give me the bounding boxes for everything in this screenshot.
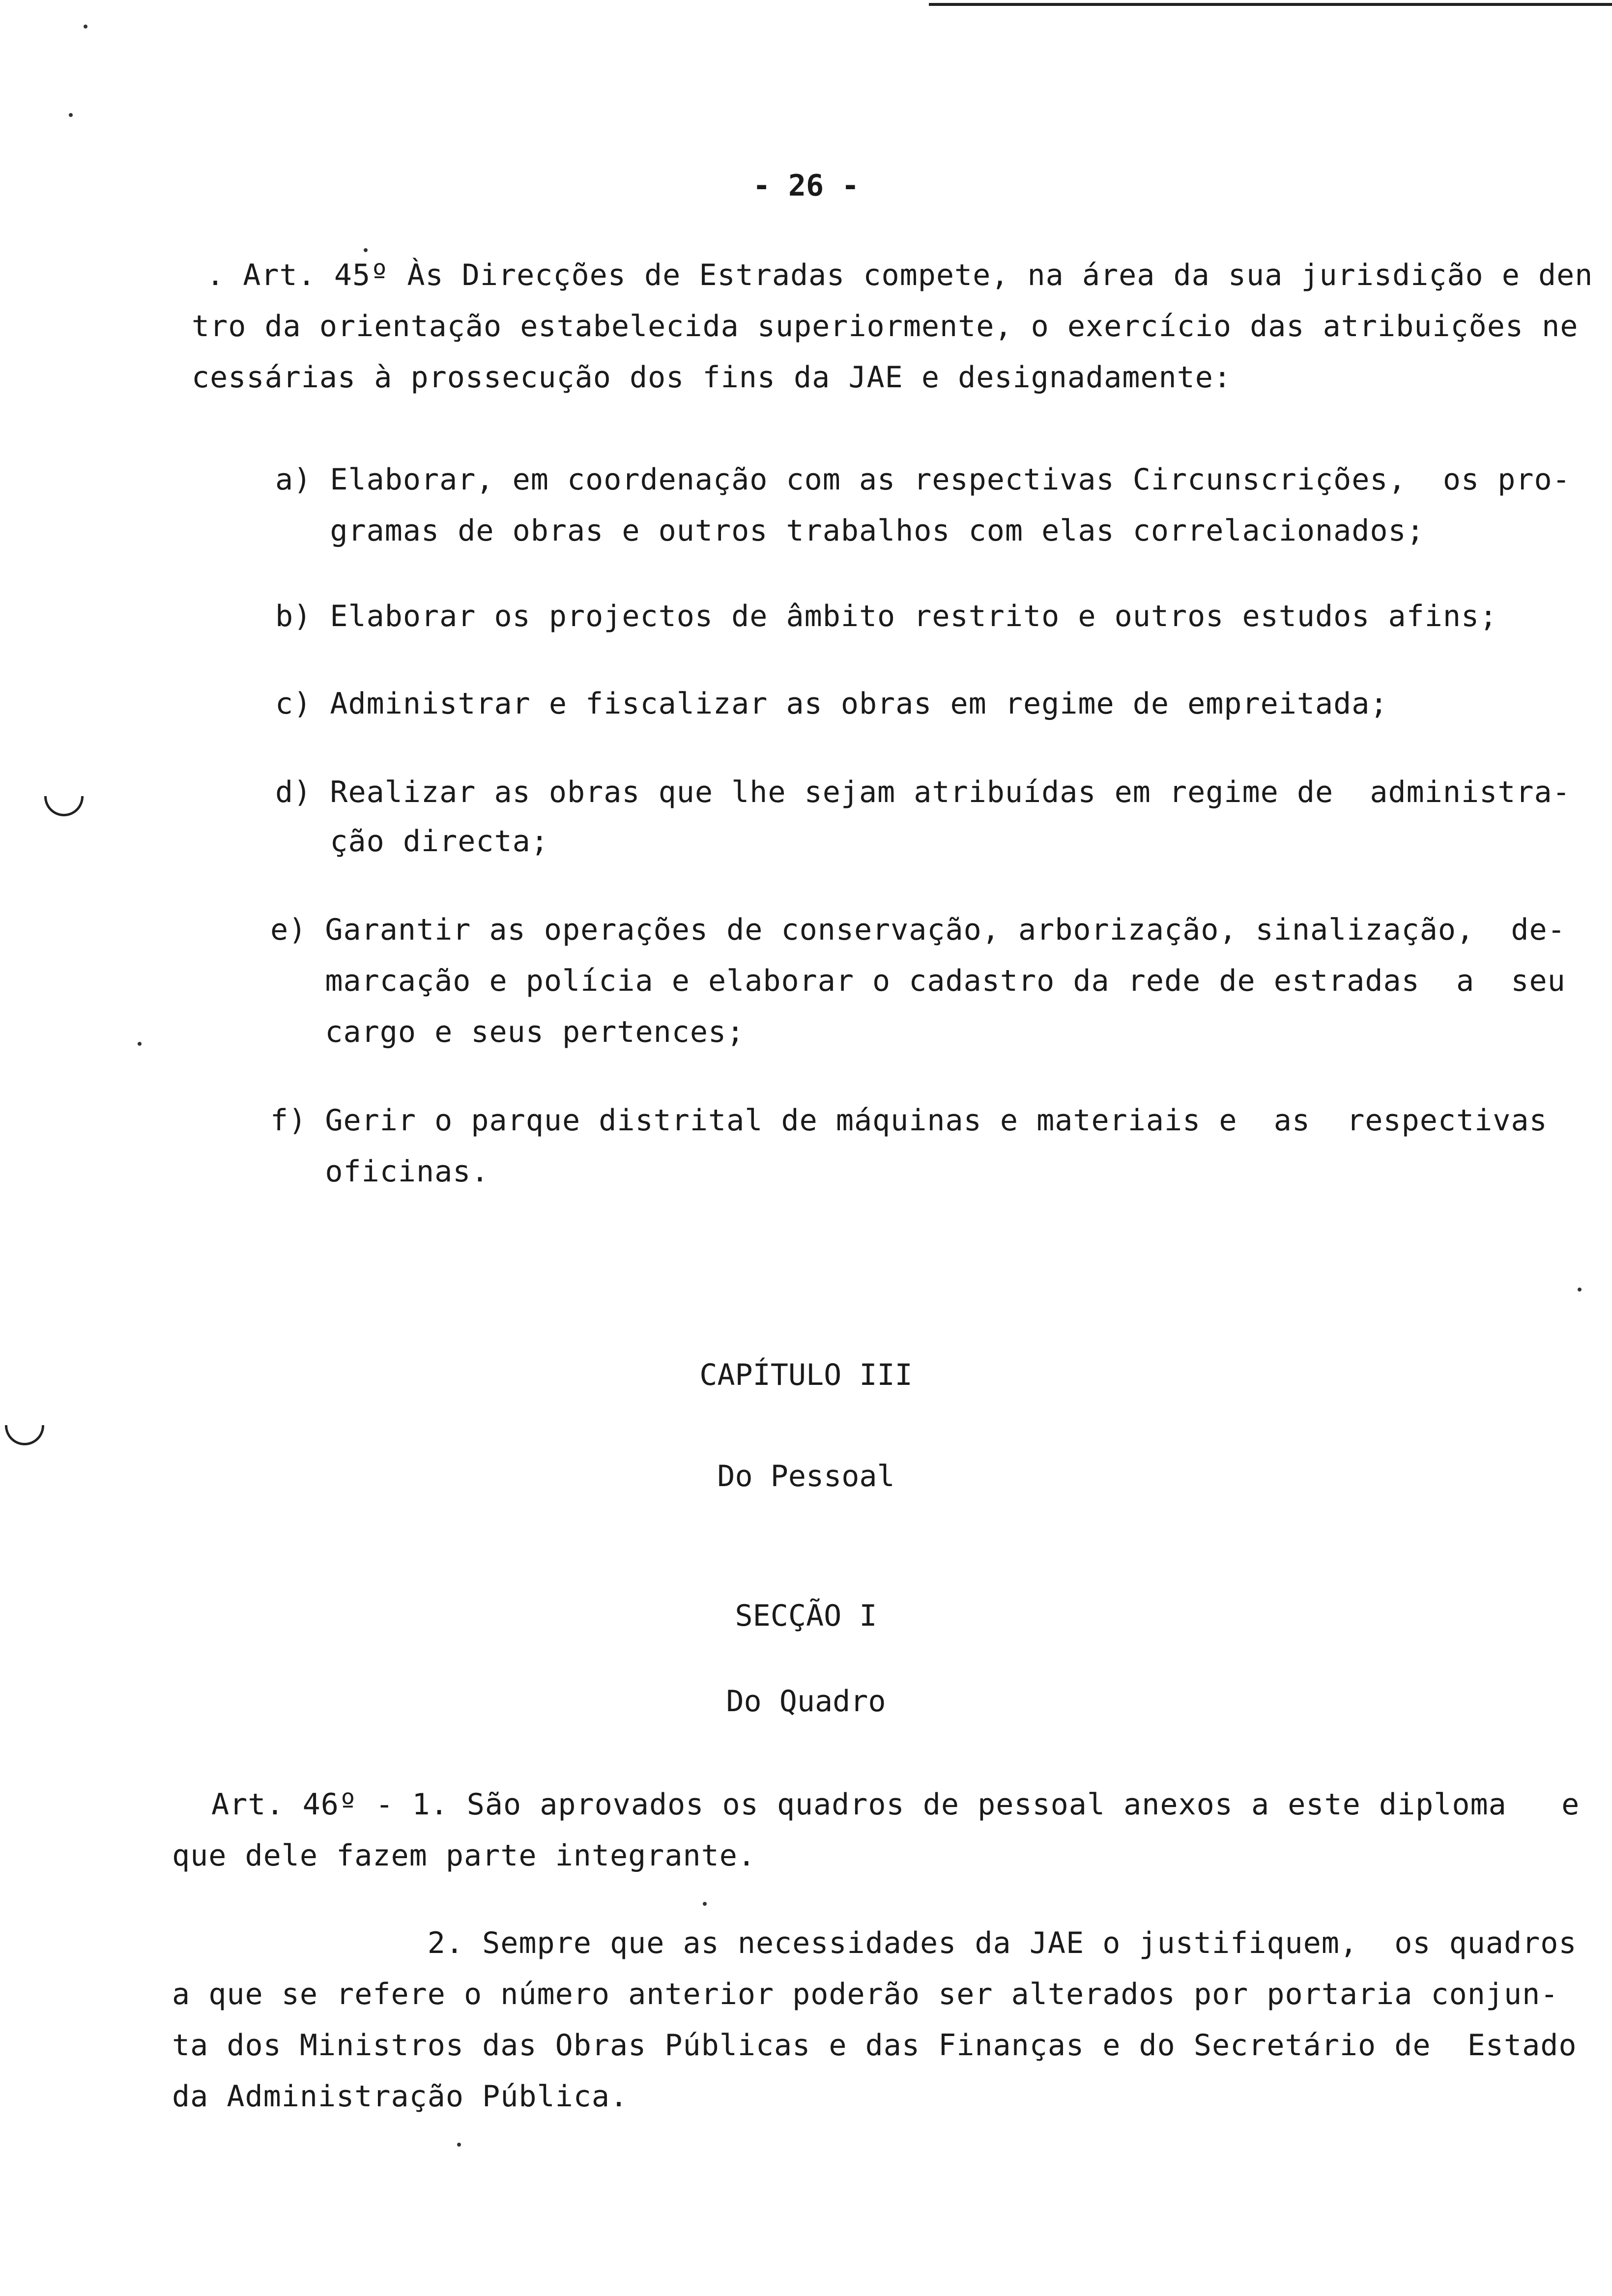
art46-p2-line-1: 2. Sempre que as necessidades da JAE o justifiquem, os quadros [172, 1926, 1577, 1960]
item-d-line-2: ção directa; [275, 824, 549, 859]
item-e-line-3: cargo e seus pertences; [270, 1015, 745, 1049]
chapter-subtitle: Do Pessoal [717, 1459, 895, 1493]
page-number: - 26 - [752, 169, 860, 203]
art46-p2-line-3: ta dos Ministros das Obras Públicas e das Finanças e do Secretário de Estado [172, 2028, 1577, 2063]
item-f-line-2: oficinas. [270, 1154, 489, 1189]
scan-speck [457, 2143, 461, 2147]
scan-speck [1578, 1288, 1582, 1292]
hole-punch-mark [44, 796, 84, 816]
art46-p1-line-2: que dele fazem parte integrante. [172, 1838, 756, 1873]
item-a-line-2: gramas de obras e outros trabalhos com elas correlacionados; [275, 514, 1425, 548]
hole-punch-mark [5, 1425, 44, 1445]
item-e-line-1: e) Garantir as operações de conservação, arborização, sinalização, de- [270, 913, 1566, 947]
item-e-line-2: marcação e polícia e elaborar o cadastro da rede de estradas a seu [270, 964, 1566, 998]
item-b-line-1: b) Elaborar os projectos de âmbito restrito e outros estudos afins; [275, 599, 1498, 633]
scan-speck [69, 113, 73, 117]
art46-p2-line-2: a que se refere o número anterior poderão ser alterados por portaria conjun- [172, 1977, 1559, 2011]
section-title: SECÇÃO I [735, 1599, 877, 1633]
item-d-line-1: d) Realizar as obras que lhe sejam atribuídas em regime de administra- [275, 775, 1571, 809]
scan-speck [84, 25, 87, 29]
art46-p1-line-1: Art. 46º - 1. São aprovados os quadros de pessoal anexos a este diploma e [211, 1787, 1580, 1822]
art45-line-2: tro da orientação estabelecida superiormente, o exercício das atribuições ne [192, 309, 1579, 344]
item-a-line-1: a) Elaborar, em coordenação com as respectivas Circunscrições, os pro- [275, 462, 1571, 497]
section-subtitle: Do Quadro [726, 1684, 886, 1719]
scan-speck [364, 248, 368, 252]
item-c-line-1: c) Administrar e fiscalizar as obras em regime de empreitada; [275, 687, 1388, 721]
top-edge-rule [929, 3, 1612, 6]
chapter-title: CAPÍTULO III [699, 1358, 913, 1392]
art45-line-1: . Art. 45º Às Direcções de Estradas compete, na área da sua jurisdição e den [206, 258, 1593, 292]
scan-speck [703, 1902, 707, 1906]
scan-speck [138, 1042, 142, 1046]
art46-p2-line-4: da Administração Pública. [172, 2079, 629, 2114]
item-f-line-1: f) Gerir o parque distrital de máquinas e materiais e as respectivas [270, 1103, 1548, 1138]
art45-line-3: cessárias à prossecução dos fins da JAE e designadamente: [192, 360, 1232, 395]
